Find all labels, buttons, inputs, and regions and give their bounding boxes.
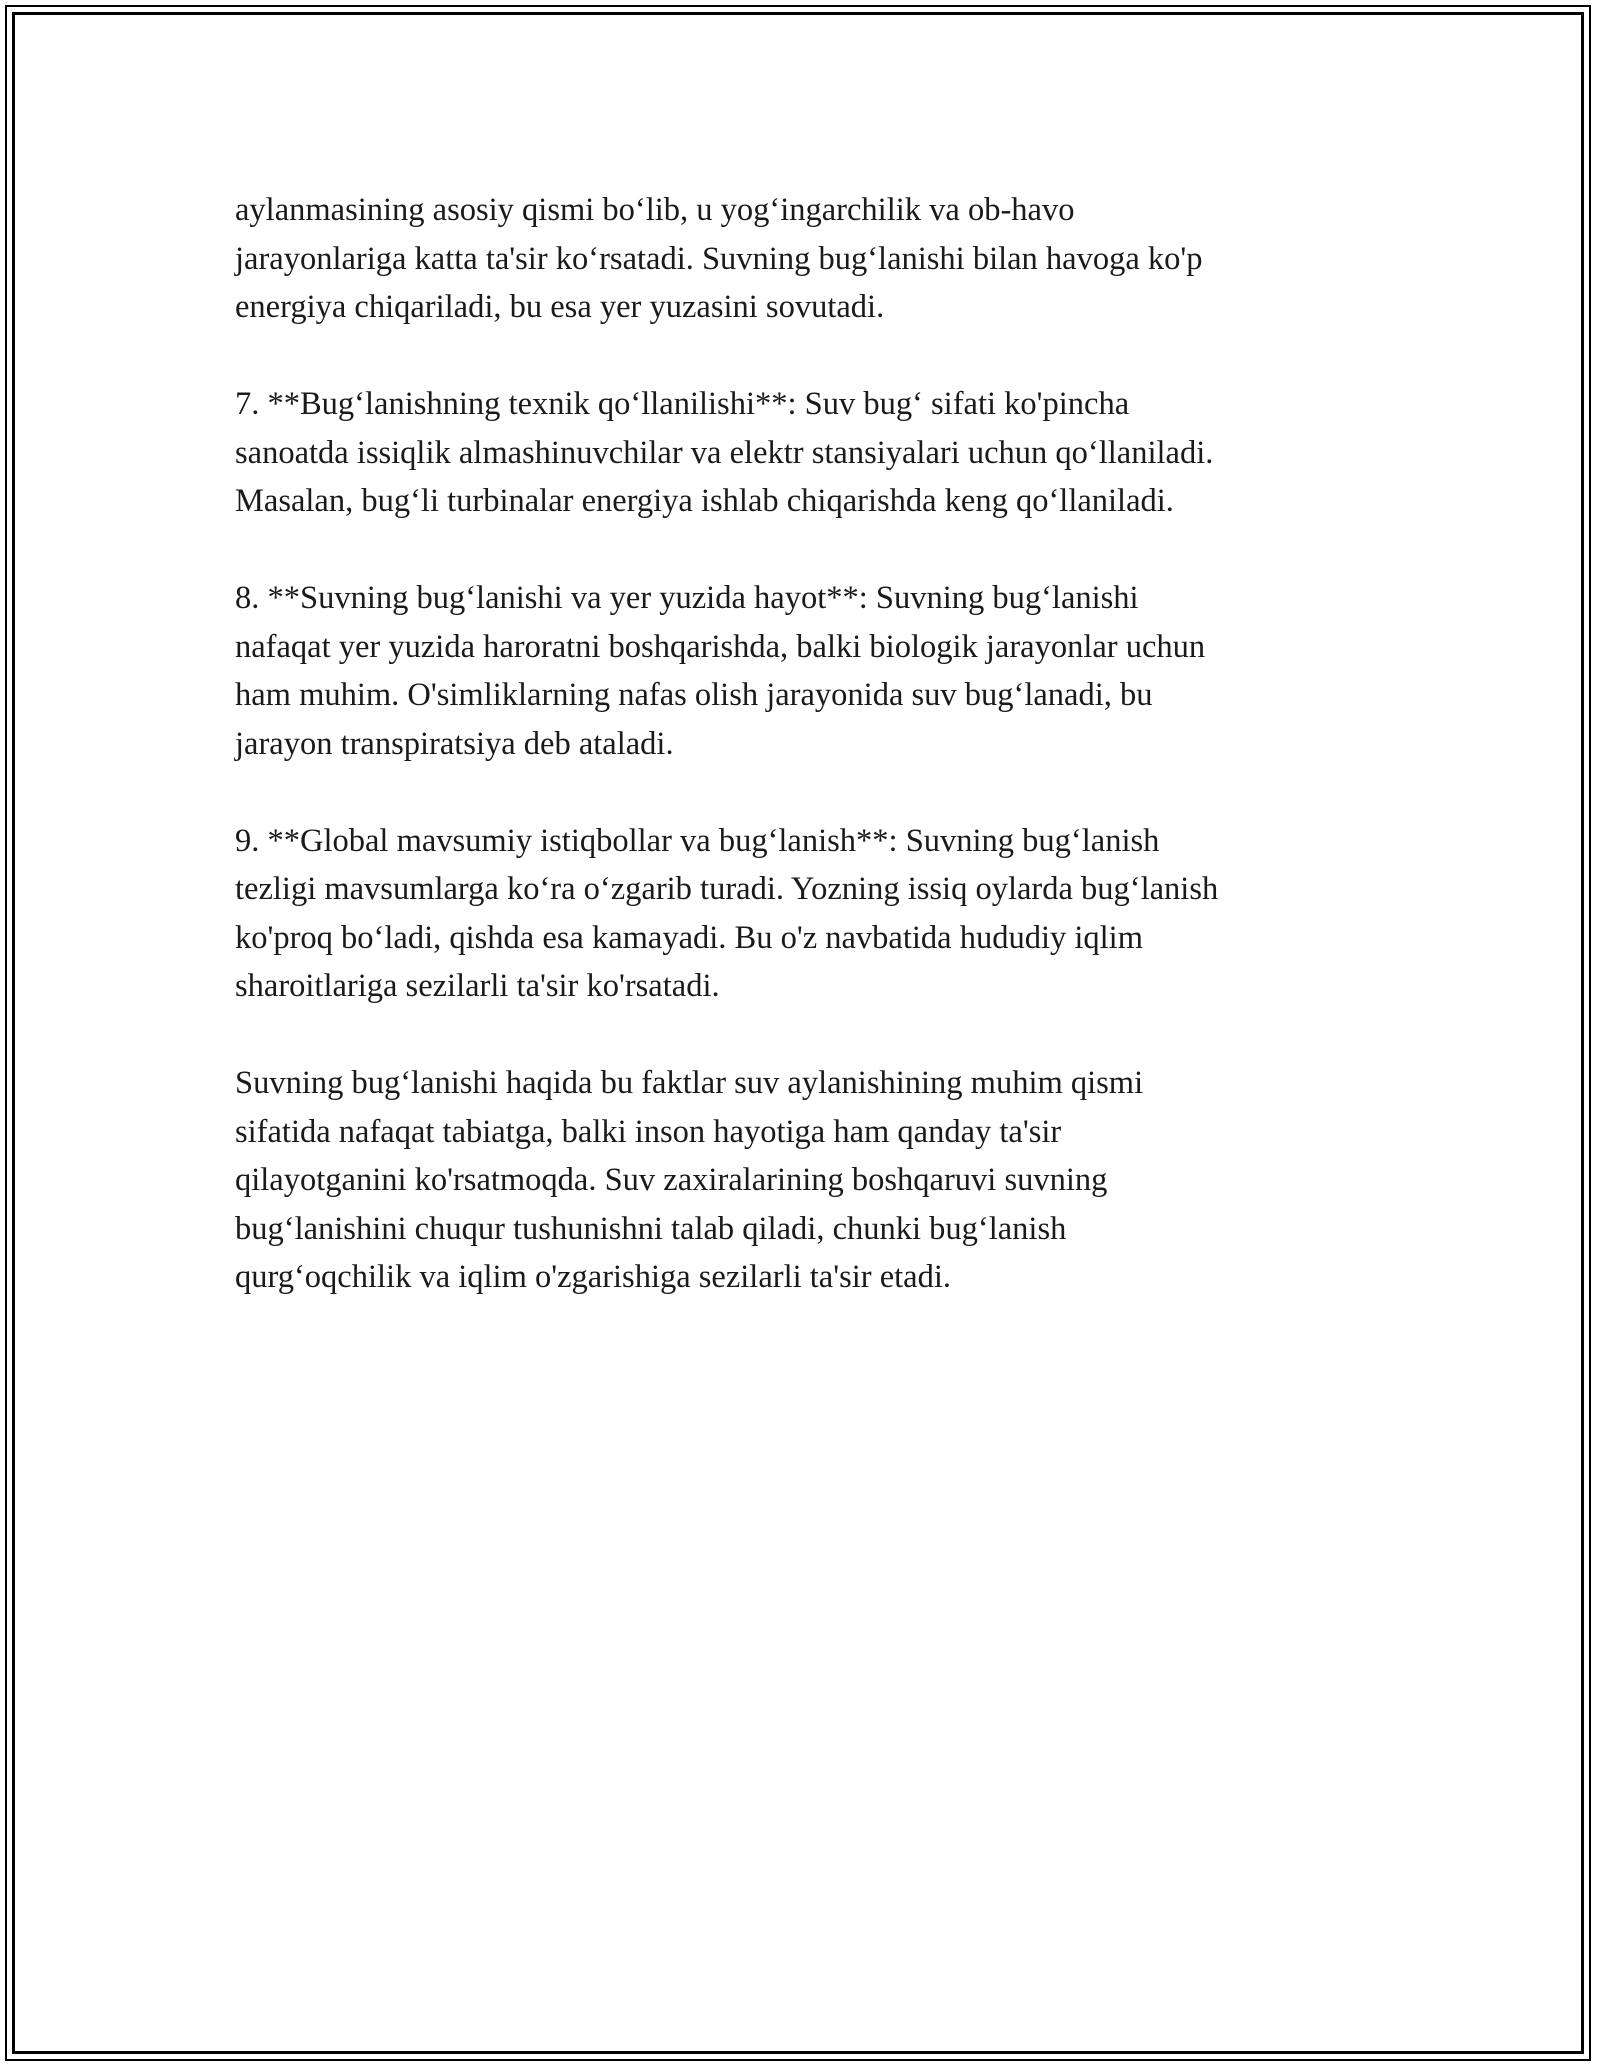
text-line: Masalan, bug‘li turbinalar energiya ishlab chiqarishda keng qo‘llaniladi.	[235, 483, 1174, 519]
paragraph-item-9	[235, 817, 1365, 1011]
paragraph-item-8	[235, 574, 1365, 768]
text-line: sanoatda issiqlik almashinuvchilar va elektr stansiyalari uchun qo‘llaniladi.	[235, 434, 1214, 471]
paragraph-item-7	[235, 380, 1365, 526]
text-line: jarayonlariga katta ta'sir ko‘rsatadi. Suvning bug‘lanishi bilan havoga ko'p	[235, 240, 1203, 277]
text-line: nafaqat yer yuzida haroratni boshqarishda, balki biologik jarayonlar uchun	[235, 628, 1206, 665]
text-line: 8. **Suvning bug‘lanishi va yer yuzida hayot**: Suvning bug‘lanishi	[235, 580, 1139, 616]
text-line: 9. **Global mavsumiy istiqbollar va bug‘lanish**: Suvning bug‘lanish	[235, 822, 1160, 859]
text-line: qilayotganini ko'rsatmoqda. Suv zaxiralarining boshqaruvi suvning	[235, 1162, 1108, 1198]
text-line: Suvning bug‘lanishi haqida bu faktlar suv aylanishining muhim qismi	[235, 1065, 1144, 1101]
text-line: jarayon transpiratsiya deb ataladi.	[235, 725, 674, 762]
text-line: 7. **Bug‘lanishning texnik qo‘llanilishi**: Suv bug‘ sifati ko'pincha	[235, 386, 1130, 422]
text-line: aylanmasining asosiy qismi bo‘lib, u yog‘ingarchilik va ob-havo	[235, 192, 1075, 228]
text-line: ham muhim. O'simliklarning nafas olish jarayonida suv bug‘lanadi, bu	[235, 677, 1153, 713]
text-line: qurg‘oqchilik va iqlim o'zgarishiga sezilarli ta'sir etadi.	[235, 1259, 951, 1295]
text-line: energiya chiqariladi, bu esa yer yuzasini sovutadi.	[235, 289, 885, 325]
text-line: sifatida nafaqat tabiatga, balki inson hayotiga ham qanday ta'sir	[235, 1113, 1062, 1150]
text-line: tezligi mavsumlarga ko‘ra o‘zgarib turadi. Yozning issiq oylarda bug‘lanish	[235, 871, 1219, 907]
paragraph-conclusion	[235, 1059, 1365, 1302]
text-line: bug‘lanishini chuqur tushunishni talab qiladi, chunki bug‘lanish	[235, 1210, 1067, 1247]
text-line: sharoitlariga sezilarli ta'sir ko'rsatadi.	[235, 968, 720, 1004]
document-body	[235, 186, 1365, 1350]
paragraph-continuation	[235, 186, 1365, 332]
text-line: ko'proq bo‘ladi, qishda esa kamayadi. Bu o'z navbatida hududiy iqlim	[235, 919, 1143, 956]
